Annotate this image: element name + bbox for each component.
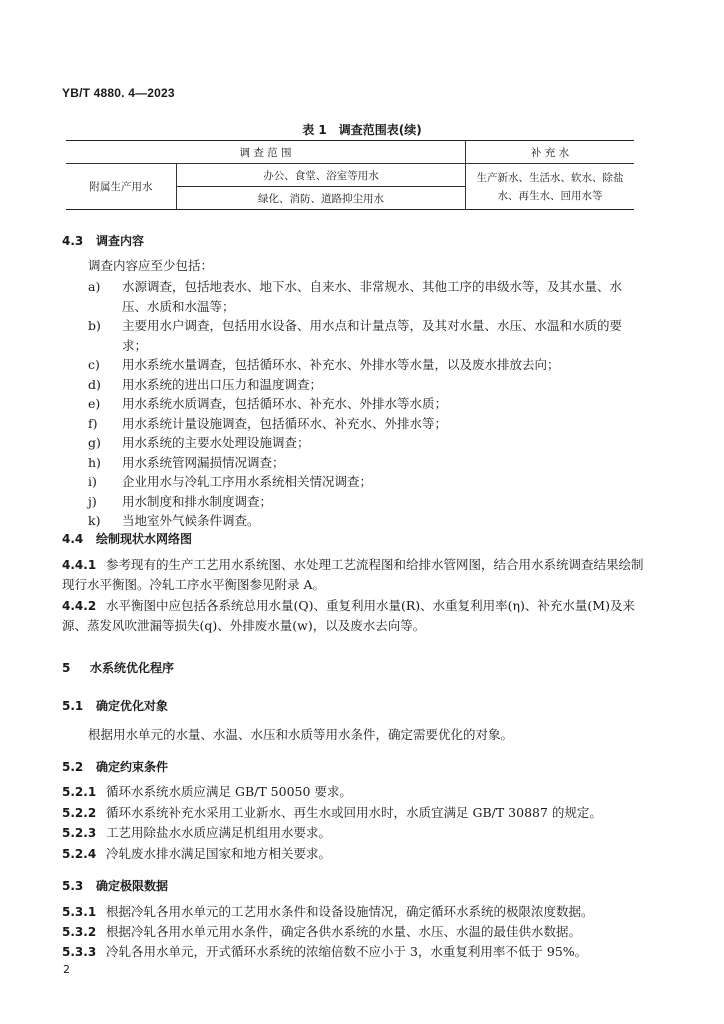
section-5-heading: 5 水系统优化程序 — [62, 661, 175, 675]
table-row — [66, 164, 634, 187]
list-item: b) 主要用水户调查，包括用水设备、用水点和计量点等，及其对水量、水压、水温和水质的要求； — [88, 318, 623, 353]
survey-content-list — [62, 277, 642, 531]
list-item: k) 当地室外气候条件调查。 — [88, 513, 260, 528]
section-4-4-heading: 4.4 绘制现状水网络图 — [62, 532, 193, 546]
list-item: e) 用水系统水质调查，包括循环水、补充水、外排水等水质； — [88, 396, 448, 411]
table-row-label: 附属生产用水 — [66, 164, 177, 210]
list-item: c) 用水系统水量调查，包括循环水、补充水、外排水等水量，以及废水排放去向； — [88, 357, 560, 372]
clause-5-3-2: 5.3.2 根据冷轧各用水单元用水条件，确定各供水系统的水量、水压、水温的最佳供水数据。 — [62, 924, 582, 939]
table-caption: 表 1 调查范围表(续) — [302, 123, 422, 137]
clause-5-2-3: 5.2.3 工艺用除盐水水质应满足机组用水要求。 — [62, 825, 332, 840]
section-5-3-heading: 5.3 确定极限数据 — [62, 879, 169, 893]
table-header-supplement: 补 充 水 — [466, 141, 635, 164]
section-4-3-heading — [62, 232, 144, 249]
clause-5-2-1: 5.2.1 循环水系统水质应满足 GB/T 50050 要求。 — [62, 784, 352, 799]
section-5-1-heading: 5.1 确定优化对象 — [62, 699, 169, 713]
clause-5-2-2: 5.2.2 循环水系统补充水采用工业新水、再生水或回用水时，水质宜满足 GB/T 30887 的规定。 — [62, 805, 602, 820]
table-header-row — [66, 141, 634, 164]
list-item: j) 用水制度和排水制度调查； — [88, 493, 273, 509]
table-cell-subrow-2: 绿化、消防、道路抑尘用水 — [177, 187, 466, 210]
table-cell-subrow-1: 办公、食堂、浴室等用水 — [177, 164, 466, 187]
list-item: f) 用水系统计量设施调查，包括循环水、补充水、外排水等； — [88, 415, 448, 431]
table-cell-supplement: 生产新水、生活水、软水、除盐水、再生水、回用水等 — [466, 164, 635, 210]
page-number: 2 — [63, 963, 70, 976]
list-item: g) 用水系统的主要水处理设施调查； — [88, 435, 310, 450]
section-5-2-heading: 5.2 确定约束条件 — [62, 760, 169, 774]
clause-5-3-3: 5.3.3 冷轧各用水单元，开式循环水系统的浓缩倍数不应小于 3，水重复利用率不低于 95%。 — [62, 944, 588, 959]
list-item: h) 用水系统管网漏损情况调查； — [88, 454, 285, 470]
clause-4-4-2: 4.4.2 水平衡图中应包括各系统总用水量(Q)、重复利用水量(R)、水重复利用率(η)、补充水量(M)及来源、蒸发风吹泄漏等损失(q)、外排废水量(w)，以及废水去向等。 — [62, 598, 635, 633]
section-4-3-intro: 调查内容应至少包括： — [88, 258, 214, 273]
survey-scope-table — [66, 140, 634, 210]
list-item: d) 用水系统的进出口压力和温度调查； — [88, 376, 323, 392]
standard-code-header: YB/T 4880. 4—2023 — [62, 86, 175, 100]
table-header-scope: 调 查 范 围 — [66, 141, 466, 164]
section-number: 4.3 — [62, 234, 84, 248]
list-item: i) 企业用水与冷轧工序用水系统相关情况调查； — [88, 474, 373, 489]
clause-5-2-4: 5.2.4 冷轧废水排水满足国家和地方相关要求。 — [62, 846, 332, 861]
clause-4-4-1: 4.4.1 参考现有的生产工艺用水系统图、水处理工艺流程图和给排水管网图，结合用水系统调查结果绘制现行水平衡图。冷轧工序水平衡图参见附录 A。 — [62, 557, 644, 592]
clause-5-3-1: 5.3.1 根据冷轧各用水单元的工艺用水条件和设备设施情况，确定循环水系统的极限浓度数据。 — [62, 904, 594, 919]
section-5-1-text: 根据用水单元的水量、水温、水压和水质等用水条件，确定需要优化的对象。 — [88, 727, 514, 742]
list-item: a) 水源调查，包括地表水、地下水、自来水、非常规水、其他工序的串级水等，及其水量、水压、水质和水温等； — [88, 279, 623, 314]
section-title: 调查内容 — [96, 234, 145, 248]
